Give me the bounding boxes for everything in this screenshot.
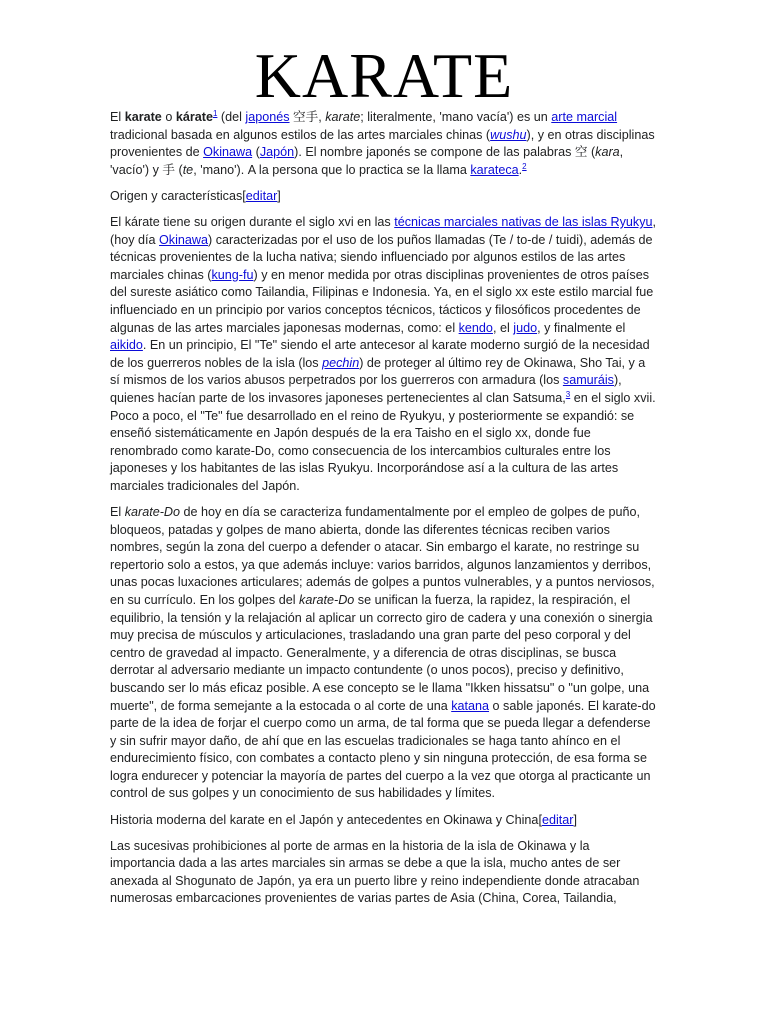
- text-run: , el: [492, 320, 514, 335]
- article-link[interactable]: aikido: [110, 338, 143, 353]
- text-run: ), y en otras disciplinas provenientes de: [110, 127, 655, 160]
- article-link[interactable]: Japón: [259, 145, 295, 160]
- text-run: de hoy en día se caracteriza fundamentalmente por el empleo de golpes de puño, bloqueos, patadas y golpes de mano abierta, donde las diferentes técnicas reciben varios nombres, según la zona del cuerpo a defender o atacar. Sin embargo el karate, no restringe su repertorio solo a estos, ya que además incluye: varios barridos, algunos lanzamientos y derribos, unas pocas luxaciones articulares; además de golpes a puntos vulnerables, y a puntos nerviosos, en su currículo. En los golpes del: [110, 504, 655, 607]
- text-run: te: [182, 162, 194, 177]
- article-link[interactable]: kendo: [458, 320, 493, 335]
- citation-link[interactable]: 2: [522, 161, 527, 171]
- article-body: [110, 109, 658, 908]
- text-run: El: [110, 110, 125, 124]
- article-link[interactable]: arte marcial: [551, 110, 618, 124]
- article-link[interactable]: pechin: [322, 355, 360, 370]
- section-heading-origen: [110, 188, 658, 206]
- text-run: Historia moderna del karate en el Japón y antecedentes en Okinawa y China[: [110, 812, 542, 827]
- text-run: ; literalmente, 'mano vacía') es un: [360, 110, 552, 124]
- text-run: , y finalmente el: [537, 320, 626, 335]
- text-run: o: [161, 110, 176, 124]
- text-run: o sable japonés. El karate-do parte de la idea de forjar el cuerpo como un arma, de tal forma que se pueda llegar a defenderse y sin sufrir mayor daño, de ahí que en las escuelas tradicionales se haga tanto ahínco en el endurecimiento físico, con combates a contacto pleno y sin ninguna protección, de esa forma se logra endurecer y potenciar la mayoría de partes del cuerpo a la vez que otorga al practicante un control de sus golpes y un conocimiento de sus habilidades y límites.: [110, 698, 656, 801]
- article-link[interactable]: técnicas marciales nativas de las islas Ryukyu: [394, 214, 653, 229]
- text-run: ) caracterizadas por el uso de los puños llamadas (Te / to-de / tuidi), además de técnicas provenientes de la lucha nativa; siendo influenciado por algunos estilos de las artes marciales chinas (: [110, 232, 653, 282]
- article: [110, 40, 658, 917]
- text-run: . En un principio, El "Te" siendo el arte antecesor al karate moderno surgió de la necesidad de los guerreros nobles de la isla (los: [110, 338, 650, 370]
- intro-paragraph: [110, 109, 658, 179]
- article-link[interactable]: Okinawa: [203, 145, 253, 160]
- article-link[interactable]: Okinawa: [159, 232, 209, 247]
- text-run: karate-Do: [124, 504, 180, 519]
- text-run: (: [252, 145, 260, 160]
- article-link[interactable]: japonés: [245, 110, 290, 124]
- text-run: ), quienes hacían parte de los invasores japoneses pertenecientes al clan Satsuma,: [110, 373, 622, 405]
- text-run: ) de proteger al último rey de Okinawa, Sho Tai, y a sí mismos de los varios abusos perpetrados por los guerreros con armadura (los: [110, 355, 646, 388]
- article-link[interactable]: judo: [513, 320, 538, 335]
- origen-paragraph: [110, 214, 658, 496]
- text-run: ) y en menor medida por otras disciplinas provenientes de otros países del sureste asiático como Tailandia, Filipinas e Indonesia. Ya, en el siglo xx este estilo marcial fue influenciado en un principio por varios conceptos técnicos, tácticos y filosóficos procedentes de algunas de las artes marciales japonesas modernas, como: el: [110, 267, 654, 335]
- text-run: karate: [325, 110, 361, 124]
- text-run: kárate: [175, 110, 213, 124]
- text-run: ). El nombre japonés se compone de las palabras 空 (: [294, 145, 596, 160]
- text-run: en el siglo xvii. Poco a poco, el "Te" fue desarrollado en el reino de Ryukyu, y posteriormente se expandió: se enseñó sistemáticamente en Japón después de la era Taisho en el siglo xx, donde fue renombrado como karate-Do, como consecuencia de los intercambios culturales entre los japoneses y los habitantes de las islas Ryukyu. Incorporándose así a la cultura de las artes marciales tradicionales del Japón.: [110, 390, 656, 493]
- text-run: kara: [595, 145, 620, 160]
- article-link[interactable]: kung-fu: [211, 267, 254, 282]
- text-run: , (hoy día: [110, 214, 657, 247]
- citation-link[interactable]: 1: [212, 108, 218, 118]
- section-heading-historia: [110, 812, 658, 830]
- article-link[interactable]: wushu: [490, 127, 527, 142]
- text-run: se unifican la fuerza, la rapidez, la respiración, el equilibrio, la tensión y la relajación al aplicar un correcto giro de cadera y una conexión o sinergia muy precisa de músculos y articulaciones, trasladando una gran parte del peso corporal y del centro de gravedad al impacto. Generalmente, y a diferencia de otras disciplinas, se busca derrotar al adversario mediante un impacto contundente (o unos pocos), preciso y definitivo, buscando ser lo más eficaz posible. A ese concepto se le llama "Ikken hissatsu" o "un golpe, una muerte", de forma semejante a la estocada o al corte de una: [110, 592, 653, 713]
- text-run: karate-Do: [299, 592, 355, 607]
- article-link[interactable]: samuráis: [562, 373, 614, 388]
- citation-link[interactable]: 3: [565, 389, 571, 399]
- text-run: karate: [124, 110, 162, 124]
- text-run: ]: [573, 812, 577, 827]
- article-link[interactable]: katana: [451, 698, 490, 713]
- text-run: Origen y características[: [110, 188, 246, 203]
- text-run: tradicional basada en algunos estilos de las artes marciales chinas (: [110, 127, 491, 142]
- text-run: 空手,: [289, 110, 326, 124]
- text-run: , 'mano'). A la persona que lo practica se la llama: [193, 162, 471, 177]
- historia-paragraph: [110, 838, 658, 908]
- text-run: ]: [277, 188, 281, 203]
- text-run: .: [518, 162, 523, 177]
- text-run: Las sucesivas prohibiciones al porte de armas en la historia de la isla de Okinawa y la importancia dada a las artes marciales sin armas se debe a que la isla, mucho antes de ser anexada al Shogunato de Japón, ya era un puerto libre y reino independiente donde atracaban numerosas embarcaciones provenientes de varias partes de Asia (China, Corea, Tailandia,: [110, 838, 640, 906]
- karate-do-paragraph: [110, 504, 658, 803]
- article-link[interactable]: karateca: [470, 162, 519, 177]
- text-run: El kárate tiene su origen durante el siglo xvi en las: [110, 214, 395, 229]
- reference-marker: [522, 162, 526, 171]
- text-run: (del: [217, 110, 246, 124]
- article-link[interactable]: editar: [541, 812, 574, 827]
- article-link[interactable]: editar: [245, 188, 278, 203]
- page-title: KARATE: [254, 40, 514, 111]
- text-run: , 'vacío') y 手 (: [110, 145, 624, 177]
- text-run: El: [110, 504, 125, 519]
